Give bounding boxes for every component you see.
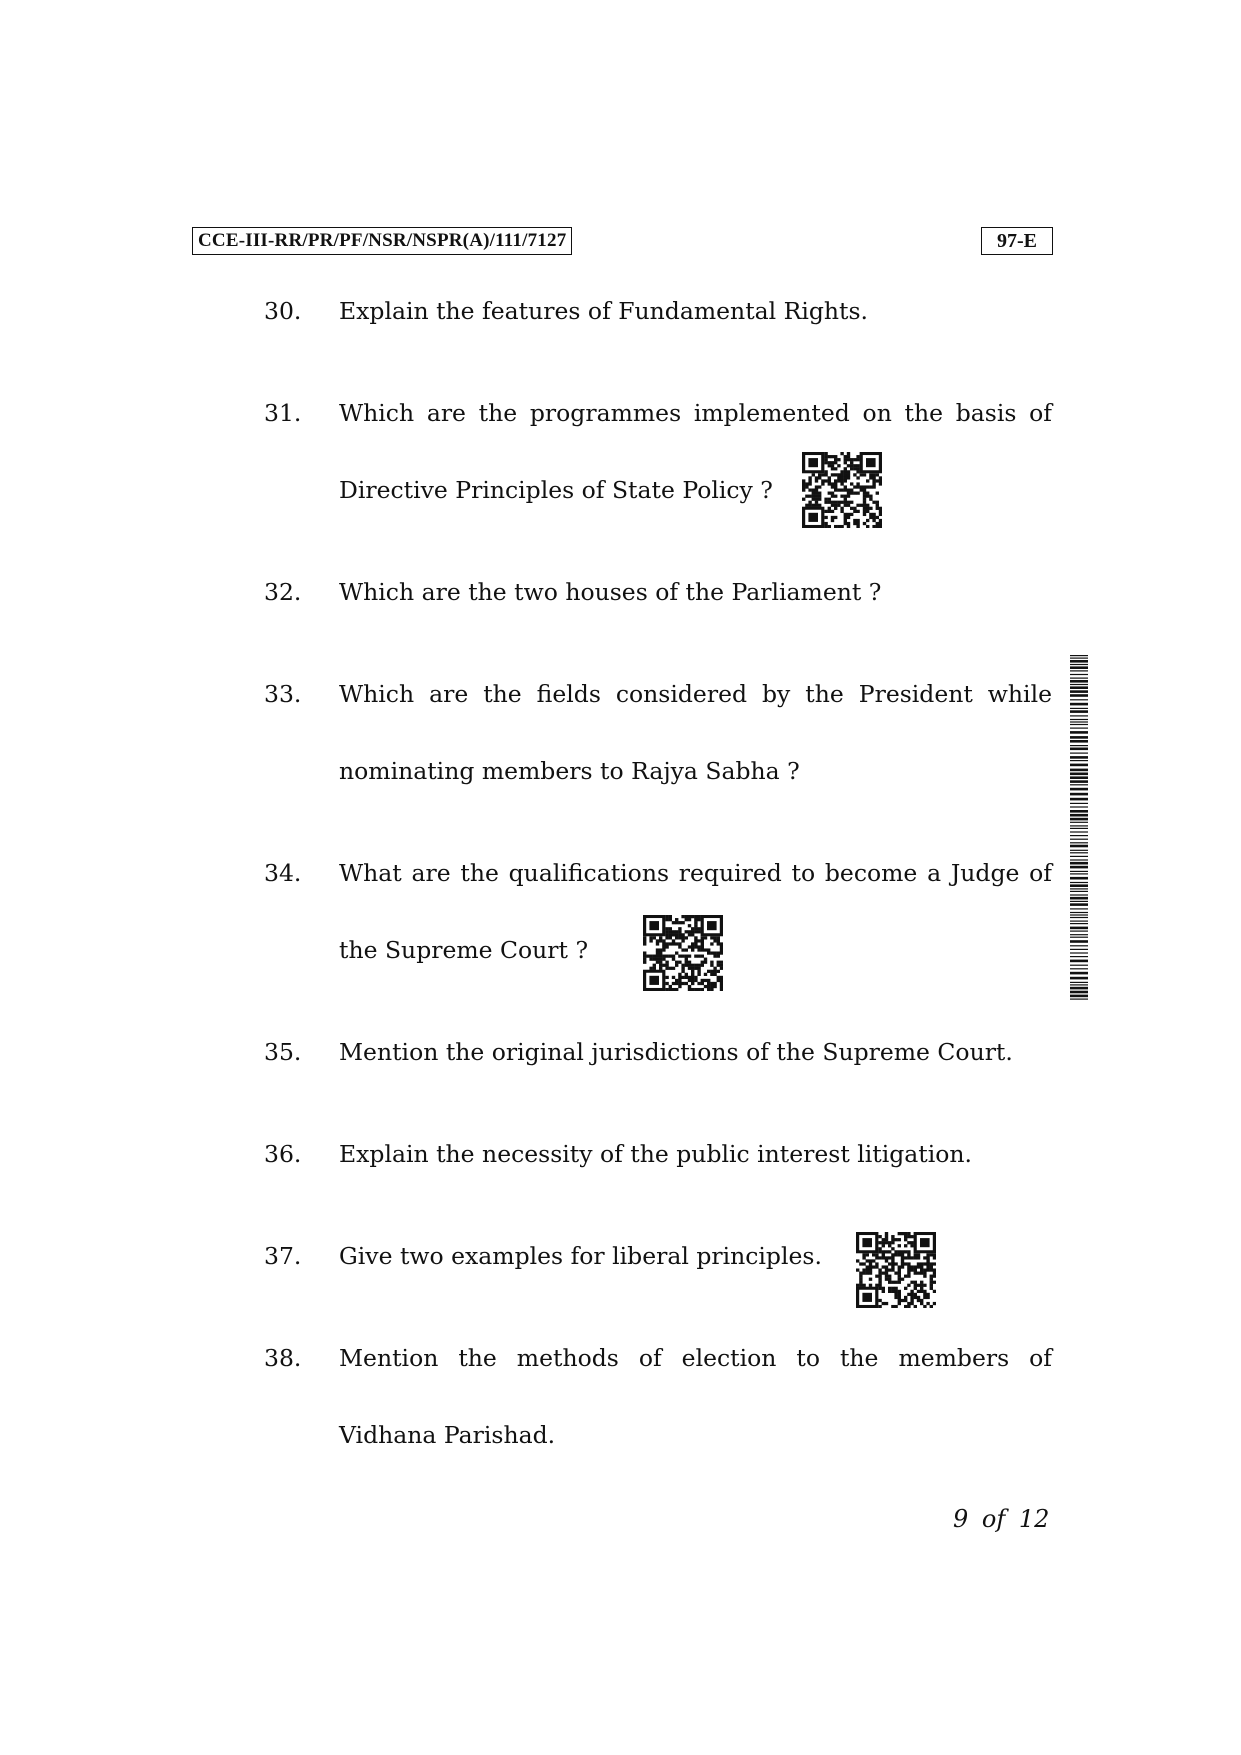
question-text: Which are the fields considered by the President while	[339, 680, 1052, 708]
page-number: 9 of 12	[953, 1505, 1050, 1533]
qr-code-icon	[856, 1232, 936, 1308]
question-text-cont: Directive Principles of State Policy ?	[339, 476, 773, 504]
question-number: 36.	[264, 1140, 302, 1168]
question-text-cont: the Supreme Court ?	[339, 936, 589, 964]
version-code: 97-E	[981, 227, 1053, 255]
question-text: Mention the original jurisdictions of the Supreme Court.	[339, 1038, 1013, 1066]
question-text: What are the qualifications required to become a Judge of	[339, 859, 1052, 887]
question-text: Which are the two houses of the Parliament ?	[339, 578, 882, 606]
question-text-cont: nominating members to Rajya Sabha ?	[339, 757, 800, 785]
qr-code-icon	[643, 915, 723, 991]
question-text: Which are the programmes implemented on the basis of	[339, 399, 1052, 427]
question-number: 38.	[264, 1344, 302, 1372]
question-number: 35.	[264, 1038, 302, 1066]
question-number: 30.	[264, 297, 302, 325]
question-number: 32.	[264, 578, 302, 606]
qr-code-icon	[802, 452, 882, 528]
question-text: Explain the features of Fundamental Rights.	[339, 297, 868, 325]
question-text: Explain the necessity of the public interest litigation.	[339, 1140, 973, 1168]
question-number: 33.	[264, 680, 302, 708]
barcode-icon	[1070, 655, 1088, 1001]
question-text: Give two examples for liberal principles.	[339, 1242, 822, 1270]
question-number: 37.	[264, 1242, 302, 1270]
question-text-cont: Vidhana Parishad.	[339, 1421, 556, 1449]
paper-code: CCE-III-RR/PR/PF/NSR/NSPR(A)/111/7127	[192, 227, 572, 255]
question-number: 34.	[264, 859, 302, 887]
question-text: Mention the methods of election to the members of	[339, 1344, 1052, 1372]
question-number: 31.	[264, 399, 302, 427]
